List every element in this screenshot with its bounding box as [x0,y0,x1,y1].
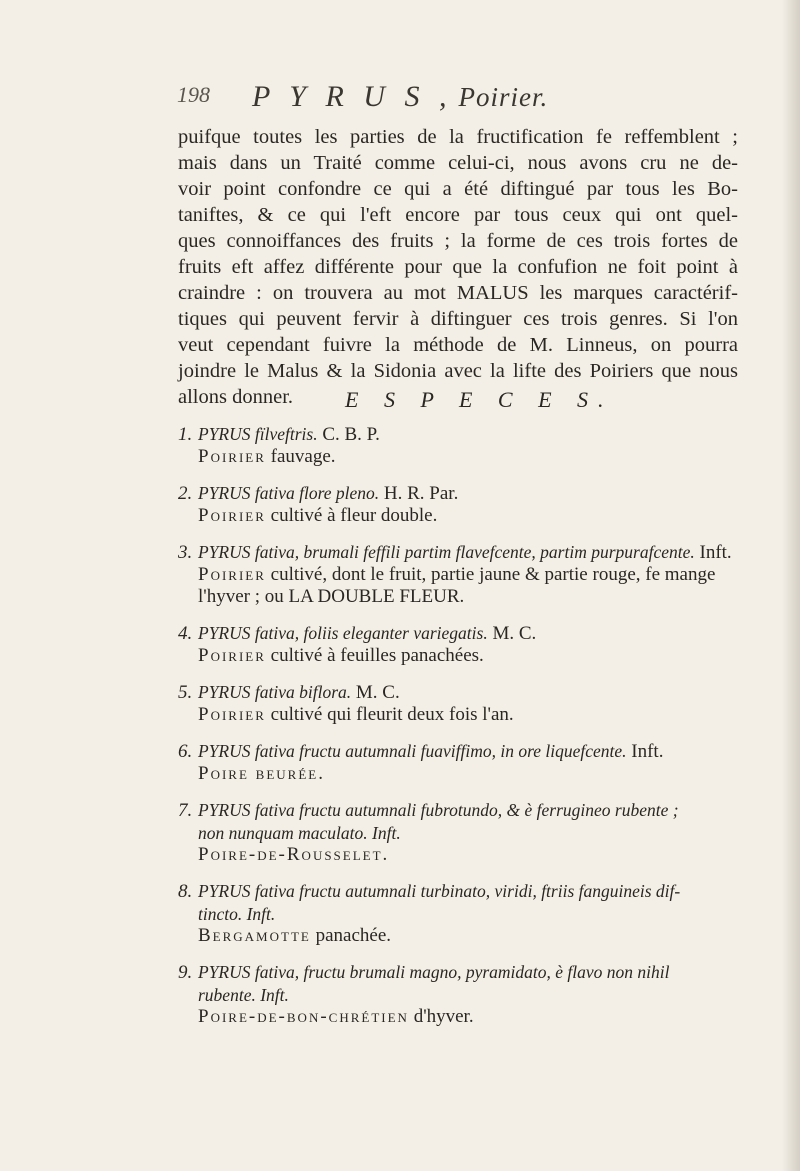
species-authority: M. C. [351,682,400,703]
species-french-name [178,1006,748,1028]
species-french-text: panachée. [310,925,392,946]
intro-line: tiques qui peuvent fervir à diftinguer ces trois genres. Si l'on [178,308,738,330]
species-latin-name: PYRUS fativa, foliis eleganter variegatis. [198,623,488,643]
species-french-name [178,505,748,527]
species-number: 2. [178,483,193,504]
species-entry [178,423,748,468]
species-authority: M. C. [487,623,537,644]
species-french-smallcaps: Poire-de-bon-chrétien [198,1006,409,1027]
species-number: 4. [178,623,193,644]
species-french-name [178,844,748,866]
species-number: 3. [178,542,193,563]
species-french-text: cultivé à fleur double. [265,505,438,526]
species-entry [178,961,748,1028]
intro-line: fruits eft affez différente pour que la confufion ne foit point à [178,256,738,278]
running-header [177,80,672,120]
species-latin-name: PYRUS fativa, brumali feffili partim flavefcente, partim purpurafcente. [198,542,695,562]
running-title [252,80,548,113]
intro-line: mais dans un Traité comme celui-ci, nous avons cru ne de- [178,152,738,174]
species-french-text: fauvage. [265,446,336,467]
species-french-name [178,564,748,608]
intro-line: allons donner. [178,386,294,408]
species-entry [178,622,748,667]
species-latin-name: PYRUS fativa, fructu brumali magno, pyramidato, è flavo non nihil [198,962,670,982]
page-edge-shadow [782,0,800,1171]
species-french-text: cultivé, dont le fruit, partie jaune & partie rouge, fe mange l'hyver ; ou LA DOUBLE FLEUR. [198,564,716,607]
intro-line: joindre le Malus & la Sidonia avec la lifte des Poiriers que nous [178,360,738,382]
species-french-name [178,704,748,726]
species-entry [178,880,748,947]
species-latin-name: PYRUS fativa fructu autumnali turbinato, viridi, ftriis fanguineis dif- [198,881,681,901]
genus-subtitle: Poirier. [458,82,549,112]
species-french-smallcaps: Poire beurée. [198,763,325,784]
species-french-name [178,446,748,468]
species-latin-continuation: rubente. Inft. [198,985,289,1005]
species-french-text: cultivé à feuilles panachées. [265,645,484,666]
species-latin-name: PYRUS fativa fructu autumnali fuaviffimo, in ore liquefcente. [198,741,627,761]
species-french-smallcaps: Poire-de-Rousselet. [198,844,390,865]
species-french-smallcaps: Poirier [198,704,266,725]
species-entry [178,799,748,866]
species-number: 5. [178,682,193,703]
species-french-smallcaps: Poirier [198,446,266,467]
intro-paragraph [178,124,738,410]
species-authority: Inft. [694,542,732,563]
species-authority: H. R. Par. [379,483,459,504]
species-list [178,423,748,1042]
intro-line: puifque toutes les parties de la fructification fe reffemblent ; [178,126,738,148]
intro-line: veut cependant fuivre la méthode de M. Linneus, on pourra [178,334,738,356]
species-french-smallcaps: Poirier [198,505,266,526]
species-latin-continuation: non nunquam maculato. Inft. [198,823,401,843]
section-heading: E S P E C E S. [345,387,614,412]
species-french-name [178,925,748,947]
species-french-text: cultivé qui fleurit deux fois l'an. [265,704,514,725]
intro-line: ques connoiffances des fruits ; la forme de ces trois fortes de [178,230,738,252]
species-latin-name: PYRUS fativa fructu autumnali fubrotundo, & è ferrugineo rubente ; [198,800,679,820]
species-latin-name: PYRUS fïlveftris. [198,424,318,444]
species-entry [178,740,748,785]
intro-line: voir point confondre ce qui a été diftingué par tous les Bo- [178,178,738,200]
species-authority: C. B. P. [317,424,380,445]
species-number: 6. [178,741,193,762]
species-entry [178,541,748,608]
species-french-smallcaps: Bergamotte [198,925,311,946]
species-authority: Inft. [626,741,664,762]
species-latin-continuation: tincto. Inft. [198,904,276,924]
genus-title: P Y R U S , [252,80,453,113]
species-latin-name: PYRUS fativa flore pleno. [198,483,380,503]
species-french-name [178,763,748,785]
species-latin-name: PYRUS fativa biflora. [198,682,352,702]
intro-line: taniftes, & ce qui l'eft encore par tous ceux qui ont quel- [178,204,738,226]
species-french-text: d'hyver. [408,1006,474,1027]
intro-line: craindre : on trouvera au mot MALUS les marques caractérif- [178,282,738,304]
species-number: 9. [178,962,193,983]
page-number: 198 [177,82,210,107]
species-number: 8. [178,881,193,902]
species-french-smallcaps: Poirier [198,645,266,666]
species-entry [178,681,748,726]
species-number: 7. [178,800,193,821]
species-entry [178,482,748,527]
species-french-smallcaps: Poirier [198,564,266,585]
species-number: 1. [178,424,193,445]
species-french-name [178,645,748,667]
